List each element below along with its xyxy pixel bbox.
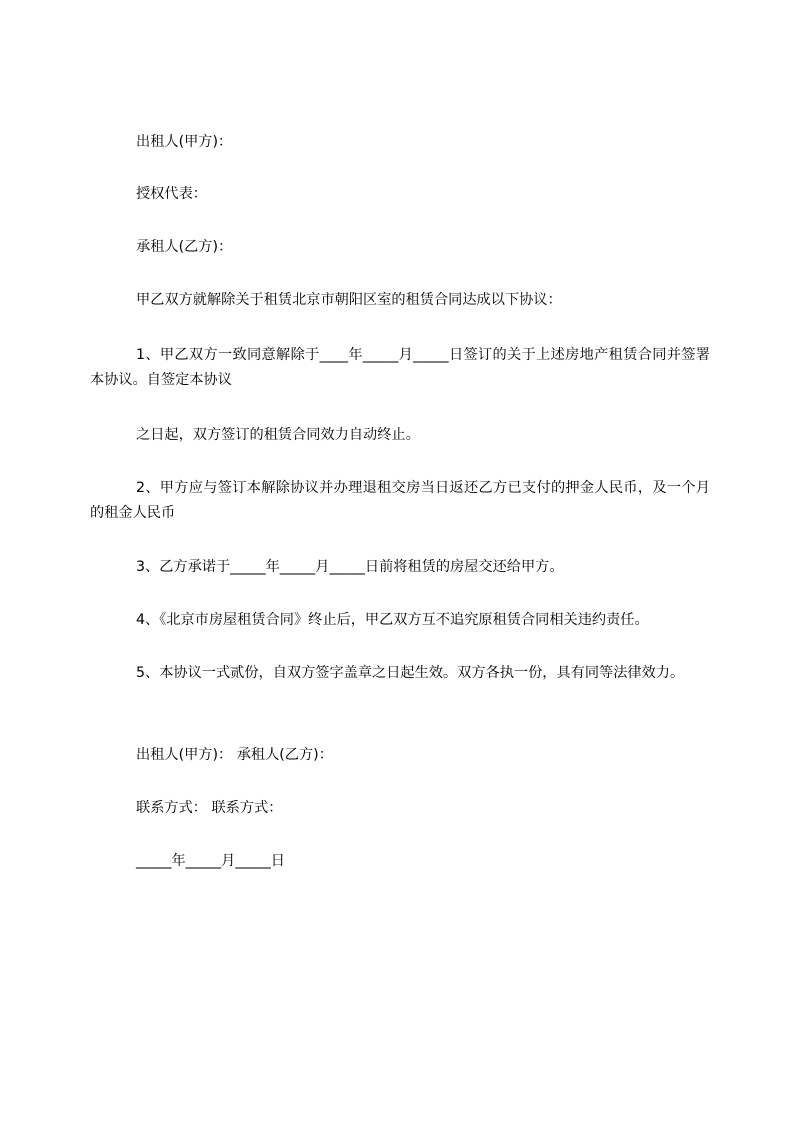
clause-4: 4、《北京市房屋租赁合同》终止后，甲乙双方互不追究原租赁合同相关违约责任。 [136, 612, 649, 628]
clause-1-continuation: 之日起，双方签订的租赁合同效力自动终止。 [136, 427, 420, 443]
clause-1: 1、甲乙双方一致同意解除于____年_____月_____日签订的关于上述房地产租赁合同并签署本协议。自签定本协议 [90, 347, 710, 388]
clause-5: 5、本协议一式贰份，自双方签字盖章之日起生效。双方各执一份，具有同等法律效力。 [136, 665, 685, 681]
authorized-representative-label: 授权代表： [136, 186, 207, 202]
date-line: _____年_____月_____日 [136, 853, 285, 869]
clause-2: 2、甲方应与签订本解除协议并办理退租交房当日返还乙方已支付的押金人民币，及一个月的租金人民币 [90, 480, 710, 521]
preamble-text: 甲乙双方就解除关于租赁北京市朝阳区室的租赁合同达成以下协议： [136, 292, 562, 308]
lessee-label: 承租人(乙方)： [136, 239, 233, 255]
signature-parties-line: 出租人(甲方)： 承租人(乙方)： [136, 747, 333, 763]
lessor-label: 出租人(甲方)： [136, 134, 233, 150]
contact-info-line: 联系方式： 联系方式： [136, 800, 283, 816]
clause-3: 3、乙方承诺于_____年_____月_____日前将租赁的房屋交还给甲方。 [136, 559, 564, 575]
